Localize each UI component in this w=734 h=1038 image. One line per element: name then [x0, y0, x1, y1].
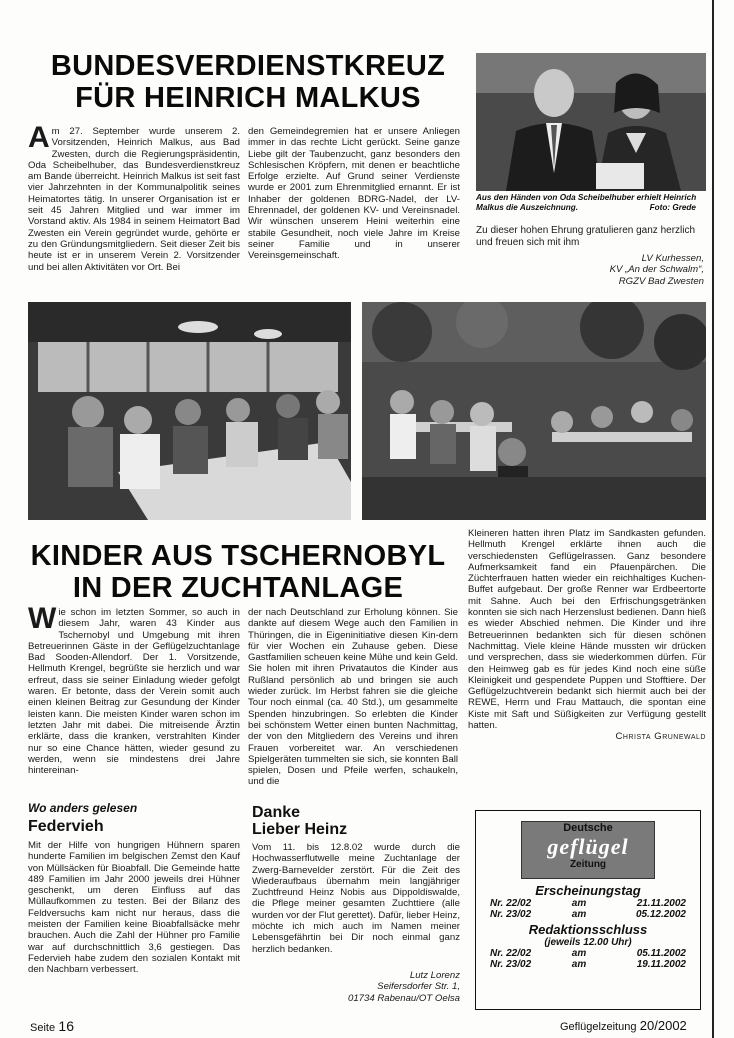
article1-signature: [476, 253, 704, 287]
schedule-row: [490, 909, 686, 920]
caption-text: Aus den Händen von Oda Scheibelhuber erhielt Heinrich Malkus die Auszeichnung.: [476, 193, 697, 212]
title-line1: Danke: [252, 804, 301, 821]
article3-kicker: Wo anders gelesen: [28, 801, 138, 815]
photo-credit: Foto: Grede: [649, 203, 696, 212]
children-table-photo: [28, 302, 351, 520]
issue-am: am: [571, 898, 587, 909]
dropcap: A: [28, 121, 50, 154]
article1-col3-text: Zu dieser hohen Ehrung gratulieren ganz herzlich und freuen sich mit ihm: [476, 225, 696, 248]
article2-column1: [28, 602, 240, 777]
issue-schedule-box: [475, 810, 701, 1010]
issue-date: 05.11.2002: [636, 948, 686, 959]
page-label: Seite: [30, 1022, 56, 1034]
sig-line1: Lutz Lorenz: [409, 970, 460, 981]
garden-gathering-photo: [362, 302, 706, 520]
redaktionsschluss-rows: [476, 948, 700, 970]
article2-column2: [248, 607, 458, 788]
publication-name: Geflügelzeitung: [560, 1021, 637, 1033]
award-photo-graphic: [476, 53, 706, 191]
article2-headline: [28, 540, 448, 604]
zeitung-logo: [521, 821, 655, 879]
sig-line2: Seifersdorfer Str. 1,: [377, 981, 460, 993]
issue-nr: Nr. 22/02: [490, 898, 532, 909]
sig-line2: KV „An der Schwalm“,: [609, 264, 704, 276]
article2-col1-text: ie schon im letzten Sommer, so auch in diesem Jahr, waren 43 Kinder aus Tschernobyl und Umgebung mit ihren Betreuerinnen Gäste in der Geflügelzuchtanlage Bad Sooden-Allendorf. Der 1. Vorsitzende, Hellmuth Krengel, begrüßte sie herzlich und war erfreut, dass sie seiner Einladung wieder gefolgt waren. Er betonte, dass der Verein somit auch einen kleinen Beitrag zur Gesundung der Kinder leisten kann. Die meisten Kinder waren schon im letzten Jahr mit dabei. Die mitreisende Ärztin erklärte, dass die kranken, verstrahlten Kinder nur so eine Chance hätten, wieder gesund zu werden, wenn sie mindestens drei Jahre hintereinan-: [28, 607, 240, 777]
dropcap: W: [28, 602, 57, 635]
issue-am: am: [571, 959, 587, 970]
article3-body: Mit der Hilfe von hungrigen Hühnern sparen hunderte Familien im belgischen Zemst den Kauf von Müllsäcken für Bioabfall. Die Gemeinde hatte 489 Familien im Jahr 2000 jeweils drei Hühner geschenkt, um deren Einfluss auf das Müllaufkommen zu testen. Bei der Bilanz des Feldversuchs kam nicht nur heraus, dass die meisten der Familien keine Bioabfallsäcke mehr brauchen. Auch die Zahl der Hühner pro Familie war auf durchschnittlich 3,6 gestiegen. Das Federvieh habe zudem den sozialen Kontakt mit den Nachbarn verbessert.: [28, 840, 240, 976]
sig-line3: 01734 Rabenau/OT Oelsa: [347, 992, 460, 1004]
article4-signature: [252, 970, 460, 1004]
article2-column3: [468, 528, 706, 743]
redaktionsschluss-sub: (jeweils 12.00 Uhr): [544, 937, 632, 948]
title-line2: Lieber Heinz: [252, 821, 348, 838]
schedule-row: [490, 948, 686, 959]
article2-author: Christa Grunewald: [615, 731, 706, 743]
article1-column1: [28, 121, 240, 273]
issue-nr: Nr. 23/02: [490, 909, 532, 920]
headline-line2: IN DER ZUCHTANLAGE: [72, 572, 404, 604]
article1-column2: [248, 126, 460, 262]
children-table-graphic: [28, 302, 351, 520]
logo-mid: geflügel: [547, 834, 629, 859]
issue-date: 05.12.2002: [635, 909, 686, 920]
article1-column3: [476, 225, 704, 287]
issue-number: 20/2002: [639, 1018, 687, 1033]
page-number: 16: [58, 1018, 74, 1034]
award-photo-caption: [476, 193, 706, 213]
issue-date: 19.11.2002: [636, 959, 686, 970]
page-footer-left: [30, 1018, 74, 1034]
article3-title: Federvieh: [28, 818, 104, 835]
headline-line1: KINDER AUS TSCHERNOBYL: [30, 540, 446, 572]
erscheinungstag-title: Erscheinungstag: [535, 883, 641, 898]
garden-gathering-graphic: [362, 302, 706, 520]
article1-col1-text: m 27. September wurde unserem 2. Vorsitzenden, Heinrich Malkus, aus Bad Zwesten, durch die Regierungspräsidentin, Oda Scheibelhuber, das Bundesverdienstkreuz am Bande überreicht. Heinrich Malkus ist seit fast vier Jahrzehnten in der Kommunalpolitik seines Heimatortes tätig. In unserer Organisation ist er seit 45 Jahren Mitglied und war immer im Vorstand aktiv. Als 1984 in seinem Heimatort Bad Zwesten ein Verein gegründet wurde, gehörte er zu den Gründungsmitgliedern. Seit dieser Zeit bis heute ist er in unserem Verein 2. Vorsitzender und bei allen Aktivitäten vor Ort. Bei: [28, 126, 240, 273]
sig-line3: RGZV Bad Zwesten: [618, 275, 704, 287]
article2-col2-text: der nach Deutschland zur Erholung können. Sie dankte auf diesem Wege auch den Familien in Thüringen, die in Eigeninitiative diesen Kin-dern für vier Wochen ein Zuhause geben. Diese Gastfamilien scheuen keine Mühe und kein Geld. Sie holen mit ihren Privatautos die Kinder aus Rußland persönlich ab und bringen sie auch wieder zurück. Im Herbst fahren sie die gleiche Tour noch einmal (ca. 40 Std.), um gesammelte Spenden hinzubringen. So erlebten die Kinder bei schönstem Wetter einen bunten Nachmittag, der von den Mitgliedern des Vereins und ihren Frauen vorbereitet war. An verschiedenen Spielgeräten tummelten sie sich, sie konnten Ball spielen, Dosen und Pfeile werfen, schaukeln, und die: [248, 607, 458, 788]
award-photo: [476, 53, 706, 191]
schedule-row: [490, 898, 686, 909]
article4-title: [252, 804, 347, 838]
article1-col2-text: den Gemeindegremien hat er unsere Anliegen immer in das rechte Licht gerückt. Seine ganze Liebe gilt der Taubenzucht, ganz besonders den Schlesischen Kröpfern, mit denen er beachtliche Erfolge erzielte. Auf Grund seiner Verdienste wurde er 2001 zum Ehrenmitglied ernannt. Er ist Inhaber der goldenen BDRG-Nadel, der LV-Ehrennadel, der goldenen KV- und Vereinsnadel. Wir wünschen unserem Heini weiterhin eine stabile Gesundheit, noch viele Jahre im Kreise seiner Familie und in unserer Vereinsgemeinschaft.: [248, 126, 460, 262]
article1-headline: [28, 50, 468, 114]
erscheinungstag-rows: [476, 898, 700, 920]
headline-line2: FÜR HEINRICH MALKUS: [75, 82, 421, 114]
schedule-row: [490, 959, 686, 970]
logo-bottom: Zeitung: [569, 859, 607, 870]
redaktionsschluss-title: Redaktionsschluss: [528, 922, 648, 937]
headline-line1: BUNDESVERDIENSTKREUZ: [50, 50, 446, 82]
sig-line1: LV Kurhessen,: [641, 253, 704, 264]
article4-body: Vom 11. bis 12.8.02 wurde durch die Hochwasserflutwelle meine Zuchtanlage der Zwerg-Barnevelder zerstört. Für die Zeit des Wiederaufbaus übernahm mein langjähriger Zuchtfreund Heinz Nobis aus Dippoldiswalde, die Pflege meiner gesamten Zuchttiere (alle wurden vor der Flut gerettet). Dafür, lieber Heinz, möchte ich mich auch im Namen meiner Lebensgefährtin bei Dir noch einmal ganz herzlich bedanken.: [252, 842, 460, 955]
issue-date: 21.11.2002: [636, 898, 686, 909]
page-footer-right: [560, 1018, 687, 1033]
article2-col3-text: Kleineren hatten ihren Platz im Sandkasten gefunden. Hellmuth Krengel erklärte ihnen auch die verschiedensten Geflügelrassen. Ganz besondere Aufmerksamkeit fand ein Pfauenpärchen. Die Züchterfrauen hatten wieder ein reichhaltiges Kuchen-Buffet aufgebaut. Der große Renner war Erdbeertorte mit Sahne. Auch bei den Erfrischungsgetränken konnten sie sich nach Herzenslust bedienen. Dann hieß es wieder Abschied nehmen. Die Kinder und ihre Betreuerinnen bedankten sich für diesen schönen Nachmittag. Viele kleine Hände mussten wir drücken und versprechen, dass sie wiederkommen dürfen. Für den Heimweg gab es für jedes Kind noch eine süße Kleinigkeit und gespendete Puppen und Stofftiere. Der Geflügelzuchtverein bedankt sich hiermit auch bei der REWE, Herrn und Frau Mattauch, die spontan eine Kiste mit Saft und Süßigkeiten zur Verfügung gestellt hatten.: [468, 528, 706, 732]
page-edge-rule: [712, 0, 714, 1038]
issue-am: am: [571, 909, 587, 920]
logo-top: Deutsche: [563, 822, 613, 834]
issue-nr: Nr. 23/02: [490, 959, 532, 970]
issue-am: am: [571, 948, 587, 959]
issue-nr: Nr. 22/02: [490, 948, 532, 959]
